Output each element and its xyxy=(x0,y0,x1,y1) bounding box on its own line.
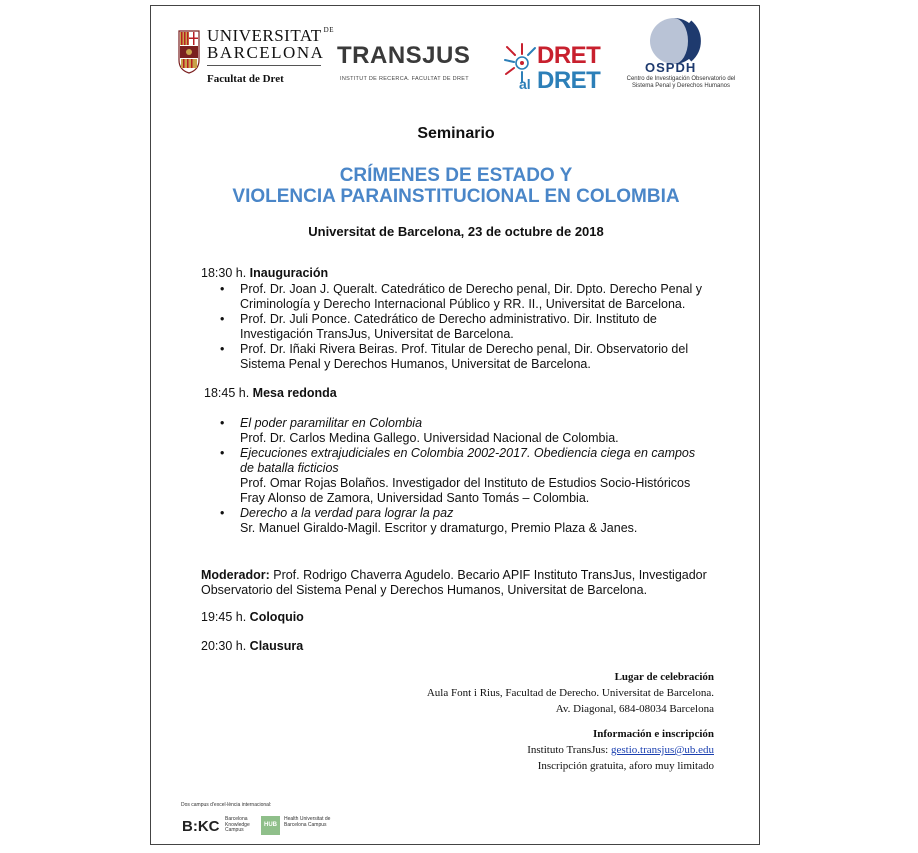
program-inauguracion-heading: 18:30 h. Inauguración xyxy=(201,266,329,280)
hub-logo: HUB xyxy=(261,816,280,835)
email-link[interactable]: gestio.transjus@ub.edu xyxy=(610,744,714,756)
dret-al-dret-logo-top: DRET xyxy=(537,42,601,69)
program-mesa-heading: 18:45 h. Mesa redonda xyxy=(204,386,337,400)
dret-al-dret-logo-bottom: DRET xyxy=(537,67,601,94)
event-date: Universitat de Barcelona, 23 de octubre de 2018 xyxy=(308,224,604,239)
list-item: • Prof. Dr. Iñaki Rivera Beiras. Prof. Titular de Derecho penal, Dir. Observatorio del Sistema Penal y Derechos Humanos, Universitat de Barcelona. xyxy=(220,342,689,371)
list-item: • Derecho a la verdad para lograr la paz Sr. Manuel Giraldo-Magil. Escritor y dramaturgo, Premio Plaza & Janes. xyxy=(220,506,638,535)
list-item: • Prof. Dr. Joan J. Queralt. Catedrático de Derecho penal, Dir. Dpto. Derecho Penal y Criminología y Derecho Internacional Público y RR. II., Universitat de Barcelona. xyxy=(220,282,703,311)
info-block xyxy=(351,726,714,774)
info-heading: Información e inscripción xyxy=(593,728,714,740)
info-note: Inscripción gratuita, aforo muy limitado xyxy=(537,760,714,772)
transjus-logo: TRANSJUS xyxy=(337,42,471,69)
ub-logo-city: BARCELONA xyxy=(207,43,325,62)
program-clausura: 20:30 h. Clausura xyxy=(201,639,304,653)
mesa-talk-list xyxy=(220,416,715,536)
event-title-line-1: CRÍMENES DE ESTADO Y xyxy=(339,165,573,186)
ospdh-subtitle: Centro de Investigación Observatorio del Sistema Penal y Derechos Humanos xyxy=(626,76,736,89)
list-item: • Ejecuciones extrajudiciales en Colombia 2002-2017. Obediencia ciega en campos de batalla ficticios Prof. Omar Rojas Bolaños. Investigador del Instituto de Estudios Socio-Históricos Fray Alonso de Zamora, Universidad Santo Tomás – Colombia. xyxy=(220,446,696,505)
ospdh-logo: OSPDH xyxy=(645,60,697,75)
footer-caption: Dos campus d'excel·lència internacional: xyxy=(181,802,272,808)
hub-subtitle: Health Universitat de Barcelona Campus xyxy=(284,816,331,828)
inauguracion-speaker-list xyxy=(220,282,715,372)
dret-al-dret-logo-al: al xyxy=(519,76,531,92)
ub-faculty: Facultat de Dret xyxy=(207,73,284,85)
info-contact: Instituto TransJus: gestio.transjus@ub.edu xyxy=(527,744,714,756)
university-shield-icon xyxy=(178,30,200,74)
event-type: Seminario xyxy=(417,125,495,142)
venue-block xyxy=(351,669,714,717)
event-title-line-2: VIOLENCIA PARAINSTITUCIONAL EN COLOMBIA xyxy=(232,186,680,207)
seminar-poster xyxy=(150,5,760,845)
program-coloquio: 19:45 h. Coloquio xyxy=(201,610,304,624)
program-moderator: Moderador: Prof. Rodrigo Chaverra Agudelo. Becario APIF Instituto TransJus, Investigador Observatorio del Sistema Penal y Derechos Humanos, Universitat de Barcelona. xyxy=(201,568,707,597)
bkc-logo: B:KC xyxy=(182,818,220,835)
bkc-subtitle: Barcelona Knowledge Campus xyxy=(225,816,250,833)
venue-line-2: Av. Diagonal, 684-08034 Barcelona xyxy=(555,703,714,715)
ospdh-emblem-icon xyxy=(646,16,708,66)
venue-line-1: Aula Font i Rius, Facultad de Derecho. Universitat de Barcelona. xyxy=(426,687,714,699)
list-item: • Prof. Dr. Juli Ponce. Catedrático de Derecho administrativo. Dir. Instituto de Investigación TransJus, Universitat de Barcelona. xyxy=(220,312,657,341)
ub-logo-name: UNIVERSITAT $^{DE}$ xyxy=(207,26,334,45)
venue-heading: Lugar de celebración xyxy=(614,671,714,683)
transjus-subtitle: INSTITUT DE RECERCA. FACULTAT DE DRET xyxy=(340,76,469,82)
ub-logo-divider xyxy=(207,65,321,66)
list-item: • El poder paramilitar en Colombia Prof. Dr. Carlos Medina Gallego. Universidad Nacional de Colombia. xyxy=(220,416,619,445)
